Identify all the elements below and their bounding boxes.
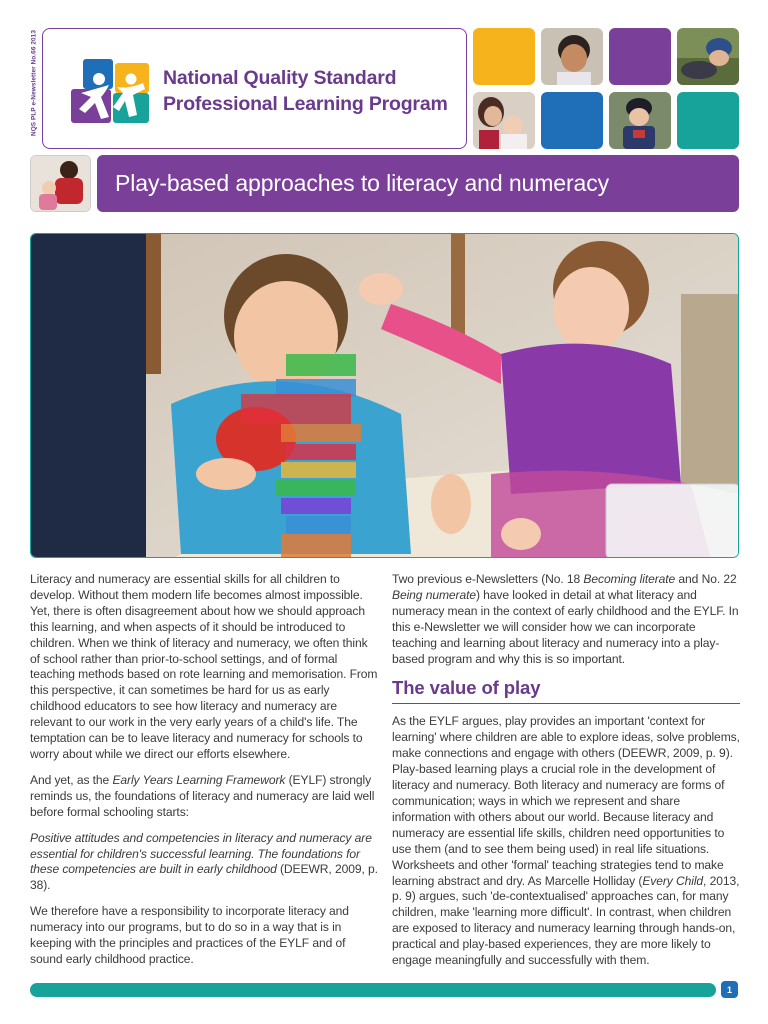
- eylf-quote: [30, 831, 380, 895]
- newsletter-title-numerate: Being numerate: [392, 587, 476, 602]
- eylf-paragraph: [30, 773, 380, 821]
- title-banner: [97, 155, 739, 212]
- logo-title: [163, 65, 463, 117]
- responsibility-paragraph: We therefore have a responsibility to incorporate literacy and numeracy into our programs, but to do so in a way that is in keeping with the principles and practices of the EYLF and of sound early childhood practice.: [30, 904, 349, 966]
- text-span: (EYLF) strongly reminds us, the foundations of literacy and numeracy are laid well before formal schooling starts:: [30, 772, 375, 819]
- section-heading-value-of-play: The value of play: [392, 677, 740, 704]
- page-title: Play-based approaches to literacy and numeracy: [115, 170, 610, 196]
- yellow-tile: [473, 28, 535, 85]
- text-span: Two previous e-Newsletters (No. 18: [392, 572, 584, 586]
- text-span: As the EYLF argues, play provides an important 'context for learning' where children are able to explore ideas, solve problems, make connections and engage with others (DEEWR, 2009, p. 9). Play-based learning plays a crucial role in the development of literacy and numeracy. Both literacy and numeracy are forms of communication; ways in which we represent and share information with others about our world. Because literacy and numeracy are essential life skills, children need opportunities to use them (and to see them being used) in real life situations. Worksheets and other 'formal' teaching strategies tend to make learning abstract and dry. As Marcelle Holliday (: [392, 714, 740, 888]
- logo-line-2: Professional Learning Program: [163, 93, 448, 115]
- text-span: ) have looked in detail at what literacy and numeracy mean in the context of early childhood and the EYLF. In this e-Newsletter we will consider how we can incorporate teaching and learning about literacy and numeracy into a play-based program and why this is so important.: [392, 587, 739, 666]
- newsletter-issue-label: NQS PLP e-Newsletter No.66 2013: [30, 30, 38, 136]
- blue-tile: [541, 92, 603, 149]
- logo-line-1: National Quality Standard: [163, 67, 397, 89]
- text-span: And yet, as the: [30, 772, 113, 787]
- page-number: 1: [721, 981, 738, 998]
- purple-tile: [609, 28, 671, 85]
- previous-newsletters-paragraph: [392, 572, 740, 667]
- child-lying-photo-tile: [677, 28, 739, 85]
- header-tile-grid: [473, 28, 739, 150]
- title-thumbnail-photo: [30, 155, 91, 212]
- left-text-column: [30, 572, 380, 978]
- nqs-logo-icon: [71, 59, 153, 125]
- teal-tile: [677, 92, 739, 149]
- every-child-title: Every Child: [642, 873, 704, 888]
- right-text-column: [392, 572, 740, 979]
- text-span: , 2013, p. 9) argues, such 'de-contextualised' approaches can, for many children, make 'learning more difficult'. In contrast, when children are exposed to literacy and numeracy learning through hands-on, practical and play-based experiences, they are more likely to engage meaningfully and successfully with them.: [392, 873, 740, 968]
- footer-bar: [30, 983, 716, 997]
- newsletter-title-literate: Becoming literate: [583, 572, 676, 586]
- mother-baby-photo-tile: [473, 92, 535, 149]
- toddler-photo-tile: [609, 92, 671, 149]
- eylf-title: Early Years Learning Framework: [112, 772, 286, 787]
- hero-photo: [30, 233, 739, 558]
- quote-text: Positive attitudes and competencies in literacy and numeracy are essential for children's successful learning. The foundations for these competencies are built in early childhood: [30, 830, 372, 877]
- value-of-play-paragraph: [392, 714, 740, 969]
- quote-reference: (DEEWR, 2009, p. 38).: [30, 862, 378, 893]
- text-span: and No. 22: [675, 572, 737, 586]
- intro-paragraph: Literacy and numeracy are essential skills for all children to develop. Without them modern life becomes almost impossible. Yet, there is often disagreement about how we should approach this learning, and when aspects of it should be introduced to children. When we think of literacy and numeracy, we often think of school rather than prior-to-school settings, and of formal teaching methods based on rote learning and memorisation. From this perspective, it can sometimes be hard for us as early childhood educators to see how literacy and numeracy are relevant to our work in the very early years of a child's life. The temptation can be to leave literacy and numeracy for schools to worry about while we direct our efforts elsewhere.: [30, 572, 378, 761]
- logo-card: [42, 28, 467, 149]
- child-photo-tile: [541, 28, 603, 85]
